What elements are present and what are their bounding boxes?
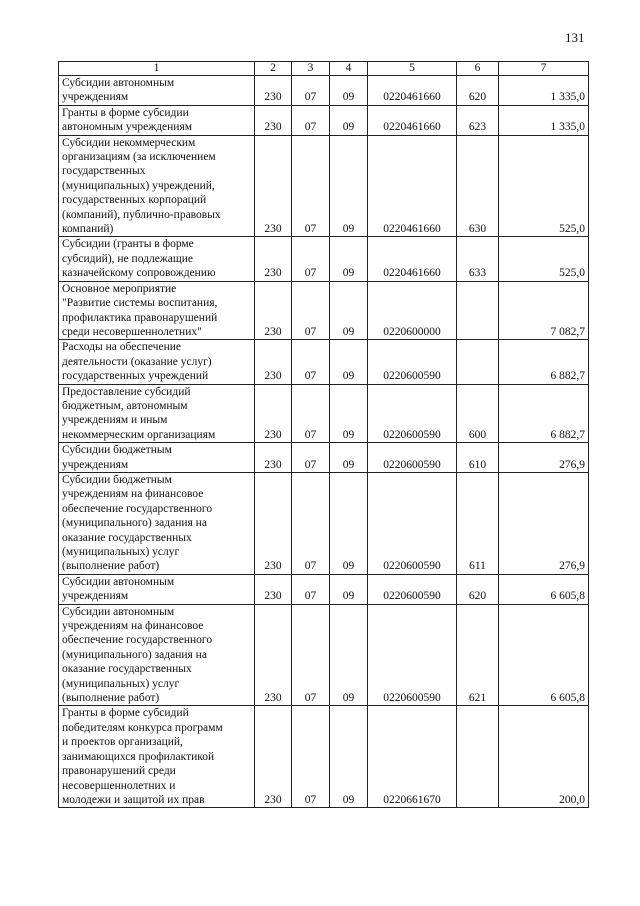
row-name bbox=[59, 443, 255, 473]
row-name-line: автономным учреждениям bbox=[62, 121, 193, 134]
table-row bbox=[59, 604, 589, 706]
row-name-line: учреждениям на финансовое bbox=[62, 488, 204, 501]
code-vr-cell: 620 bbox=[457, 574, 499, 604]
row-name-line: Основное мероприятие bbox=[62, 282, 177, 295]
row-name-line: Субсидии бюджетным bbox=[62, 473, 172, 486]
amount-cell: 525,0 bbox=[499, 237, 589, 281]
row-name-line: (муниципальных) услуг bbox=[62, 546, 180, 558]
row-name-line: государственных корпораций bbox=[62, 194, 207, 207]
row-name-line: (муниципальных) услуг bbox=[62, 677, 180, 690]
code-gr-cell: 230 bbox=[255, 281, 292, 340]
code-rz-cell: 07 bbox=[292, 604, 330, 706]
row-name-line: Субсидии бюджетным bbox=[62, 444, 172, 457]
column-header: 5 bbox=[368, 62, 457, 76]
row-name-line: учреждениям bbox=[62, 91, 129, 104]
table-row bbox=[59, 706, 589, 808]
column-header-row bbox=[59, 62, 589, 76]
row-name-line: несовершеннолетних и bbox=[62, 779, 176, 792]
table-row bbox=[59, 237, 589, 281]
row-name bbox=[59, 237, 255, 281]
code-rz-cell: 07 bbox=[292, 135, 330, 237]
row-name-line: учреждениям bbox=[62, 590, 129, 603]
code-vr-cell: 621 bbox=[457, 604, 499, 706]
row-name bbox=[59, 281, 255, 340]
code-csr-cell: 0220600000 bbox=[368, 281, 457, 340]
row-name-line: оказание государственных bbox=[62, 531, 192, 544]
code-vr-cell bbox=[457, 706, 499, 808]
column-header: 6 bbox=[457, 62, 499, 76]
code-pr-cell: 09 bbox=[330, 706, 368, 808]
amount-cell: 200,0 bbox=[499, 706, 589, 808]
row-name bbox=[59, 706, 255, 808]
row-name-line: (муниципальных) учреждений, bbox=[62, 179, 215, 192]
code-rz-cell: 07 bbox=[292, 472, 330, 574]
code-vr-cell: 600 bbox=[457, 384, 499, 443]
table-row bbox=[59, 105, 589, 135]
row-name-line: учреждениям и иным bbox=[62, 414, 168, 427]
row-name-line: Предоставление субсидий bbox=[62, 385, 191, 398]
table-row bbox=[59, 472, 589, 574]
code-vr-cell: 620 bbox=[457, 76, 499, 106]
row-name-line: Субсидии автономным bbox=[62, 605, 175, 618]
row-name-line: Гранты в форме субсидий bbox=[62, 707, 189, 720]
code-vr-cell: 610 bbox=[457, 443, 499, 473]
column-header: 7 bbox=[499, 62, 589, 76]
code-vr-cell: 611 bbox=[457, 472, 499, 574]
code-pr-cell: 09 bbox=[330, 472, 368, 574]
code-rz-cell: 07 bbox=[292, 105, 330, 135]
row-name-line: Гранты в форме субсидии bbox=[62, 106, 189, 119]
row-name bbox=[59, 340, 255, 384]
row-name-line: учреждениям bbox=[62, 458, 129, 471]
row-name-line: профилактика правонарушений bbox=[62, 311, 218, 324]
amount-cell: 6 605,8 bbox=[499, 604, 589, 706]
column-header: 3 bbox=[292, 62, 330, 76]
code-gr-cell: 230 bbox=[255, 384, 292, 443]
code-csr-cell: 0220600590 bbox=[368, 384, 457, 443]
code-vr-cell bbox=[457, 340, 499, 384]
code-gr-cell: 230 bbox=[255, 574, 292, 604]
code-rz-cell: 07 bbox=[292, 706, 330, 808]
code-pr-cell: 09 bbox=[330, 443, 368, 473]
amount-cell: 6 605,8 bbox=[499, 574, 589, 604]
code-pr-cell: 09 bbox=[330, 76, 368, 106]
code-csr-cell: 0220461660 bbox=[368, 135, 457, 237]
code-vr-cell bbox=[457, 281, 499, 340]
row-name bbox=[59, 76, 255, 106]
row-name-line: казначейскому сопровождению bbox=[62, 267, 216, 280]
row-name-line: Субсидии (гранты в форме bbox=[62, 238, 194, 251]
code-pr-cell: 09 bbox=[330, 604, 368, 706]
table-row bbox=[59, 76, 589, 106]
code-vr-cell: 623 bbox=[457, 105, 499, 135]
row-name bbox=[59, 472, 255, 574]
row-name-line: субсидий), не подлежащие bbox=[62, 252, 193, 265]
code-csr-cell: 0220661670 bbox=[368, 706, 457, 808]
table-row bbox=[59, 135, 589, 237]
row-name-line: государственных bbox=[62, 165, 146, 178]
row-name-line: деятельности (оказание услуг) bbox=[62, 355, 212, 368]
row-name-line: правонарушений среди bbox=[62, 765, 176, 778]
column-header: 1 bbox=[59, 62, 255, 76]
code-gr-cell: 230 bbox=[255, 76, 292, 106]
amount-cell: 276,9 bbox=[499, 472, 589, 574]
budget-table bbox=[58, 61, 589, 808]
code-rz-cell: 07 bbox=[292, 237, 330, 281]
row-name bbox=[59, 135, 255, 237]
code-rz-cell: 07 bbox=[292, 340, 330, 384]
table-row bbox=[59, 384, 589, 443]
amount-cell: 7 082,7 bbox=[499, 281, 589, 340]
row-name bbox=[59, 604, 255, 706]
row-name-line: молодежи и защитой их прав bbox=[62, 793, 205, 806]
code-gr-cell: 230 bbox=[255, 443, 292, 473]
code-gr-cell: 230 bbox=[255, 604, 292, 706]
table-row bbox=[59, 340, 589, 384]
code-gr-cell: 230 bbox=[255, 237, 292, 281]
code-pr-cell: 09 bbox=[330, 237, 368, 281]
row-name-line: (компаний), публично-правовых bbox=[62, 208, 221, 221]
amount-cell: 1 335,0 bbox=[499, 76, 589, 106]
code-csr-cell: 0220461660 bbox=[368, 76, 457, 106]
code-rz-cell: 07 bbox=[292, 281, 330, 340]
code-csr-cell: 0220600590 bbox=[368, 574, 457, 604]
amount-cell: 6 882,7 bbox=[499, 340, 589, 384]
code-vr-cell: 633 bbox=[457, 237, 499, 281]
row-name-line: и проектов организаций, bbox=[62, 736, 183, 749]
code-rz-cell: 07 bbox=[292, 443, 330, 473]
row-name-line: победителям конкурса программ bbox=[62, 721, 223, 734]
row-name-line: "Развитие системы воспитания, bbox=[62, 297, 218, 310]
row-name bbox=[59, 105, 255, 135]
row-name-line: государственных учреждений bbox=[62, 370, 209, 383]
page-number: 131 bbox=[565, 30, 585, 45]
amount-cell: 525,0 bbox=[499, 135, 589, 237]
row-name-line: организациям (за исключением bbox=[62, 151, 216, 164]
code-pr-cell: 09 bbox=[330, 384, 368, 443]
code-pr-cell: 09 bbox=[330, 574, 368, 604]
row-name-line: (муниципального) задания на bbox=[62, 648, 207, 661]
row-name bbox=[59, 384, 255, 443]
code-pr-cell: 09 bbox=[330, 135, 368, 237]
row-name-line: Расходы на обеспечение bbox=[62, 341, 181, 354]
table-row bbox=[59, 281, 589, 340]
code-rz-cell: 07 bbox=[292, 76, 330, 106]
code-gr-cell: 230 bbox=[255, 340, 292, 384]
row-name-line: Субсидии некоммерческим bbox=[62, 136, 196, 149]
code-csr-cell: 0220600590 bbox=[368, 604, 457, 706]
row-name-line: среди несовершеннолетних" bbox=[62, 325, 202, 338]
row-name-line: (выполнение работ) bbox=[62, 560, 160, 573]
code-gr-cell: 230 bbox=[255, 135, 292, 237]
code-rz-cell: 07 bbox=[292, 574, 330, 604]
amount-cell: 6 882,7 bbox=[499, 384, 589, 443]
row-name-line: некоммерческим организациям bbox=[62, 428, 216, 441]
row-name-line: учреждениям на финансовое bbox=[62, 620, 204, 633]
code-csr-cell: 0220600590 bbox=[368, 472, 457, 574]
code-pr-cell: 09 bbox=[330, 281, 368, 340]
code-csr-cell: 0220461660 bbox=[368, 105, 457, 135]
table-row bbox=[59, 443, 589, 473]
code-pr-cell: 09 bbox=[330, 340, 368, 384]
code-rz-cell: 07 bbox=[292, 384, 330, 443]
row-name-line: (выполнение работ) bbox=[62, 692, 160, 705]
amount-cell: 1 335,0 bbox=[499, 105, 589, 135]
code-gr-cell: 230 bbox=[255, 105, 292, 135]
row-name-line: (муниципального) задания на bbox=[62, 517, 207, 530]
row-name-line: занимающихся профилактикой bbox=[62, 750, 215, 763]
code-vr-cell: 630 bbox=[457, 135, 499, 237]
row-name-line: Субсидии автономным bbox=[62, 77, 175, 89]
row-name-line: оказание государственных bbox=[62, 663, 192, 676]
code-csr-cell: 0220461660 bbox=[368, 237, 457, 281]
code-gr-cell: 230 bbox=[255, 706, 292, 808]
column-header: 2 bbox=[255, 62, 292, 76]
row-name-line: обеспечение государственного bbox=[62, 634, 213, 647]
code-csr-cell: 0220600590 bbox=[368, 443, 457, 473]
table-row bbox=[59, 574, 589, 604]
code-pr-cell: 09 bbox=[330, 105, 368, 135]
row-name-line: Субсидии автономным bbox=[62, 575, 175, 588]
code-csr-cell: 0220600590 bbox=[368, 340, 457, 384]
row-name bbox=[59, 574, 255, 604]
column-header: 4 bbox=[330, 62, 368, 76]
row-name-line: компаний) bbox=[62, 223, 114, 236]
row-name-line: обеспечение государственного bbox=[62, 502, 213, 515]
amount-cell: 276,9 bbox=[499, 443, 589, 473]
code-gr-cell: 230 bbox=[255, 472, 292, 574]
row-name-line: бюджетным, автономным bbox=[62, 399, 188, 412]
